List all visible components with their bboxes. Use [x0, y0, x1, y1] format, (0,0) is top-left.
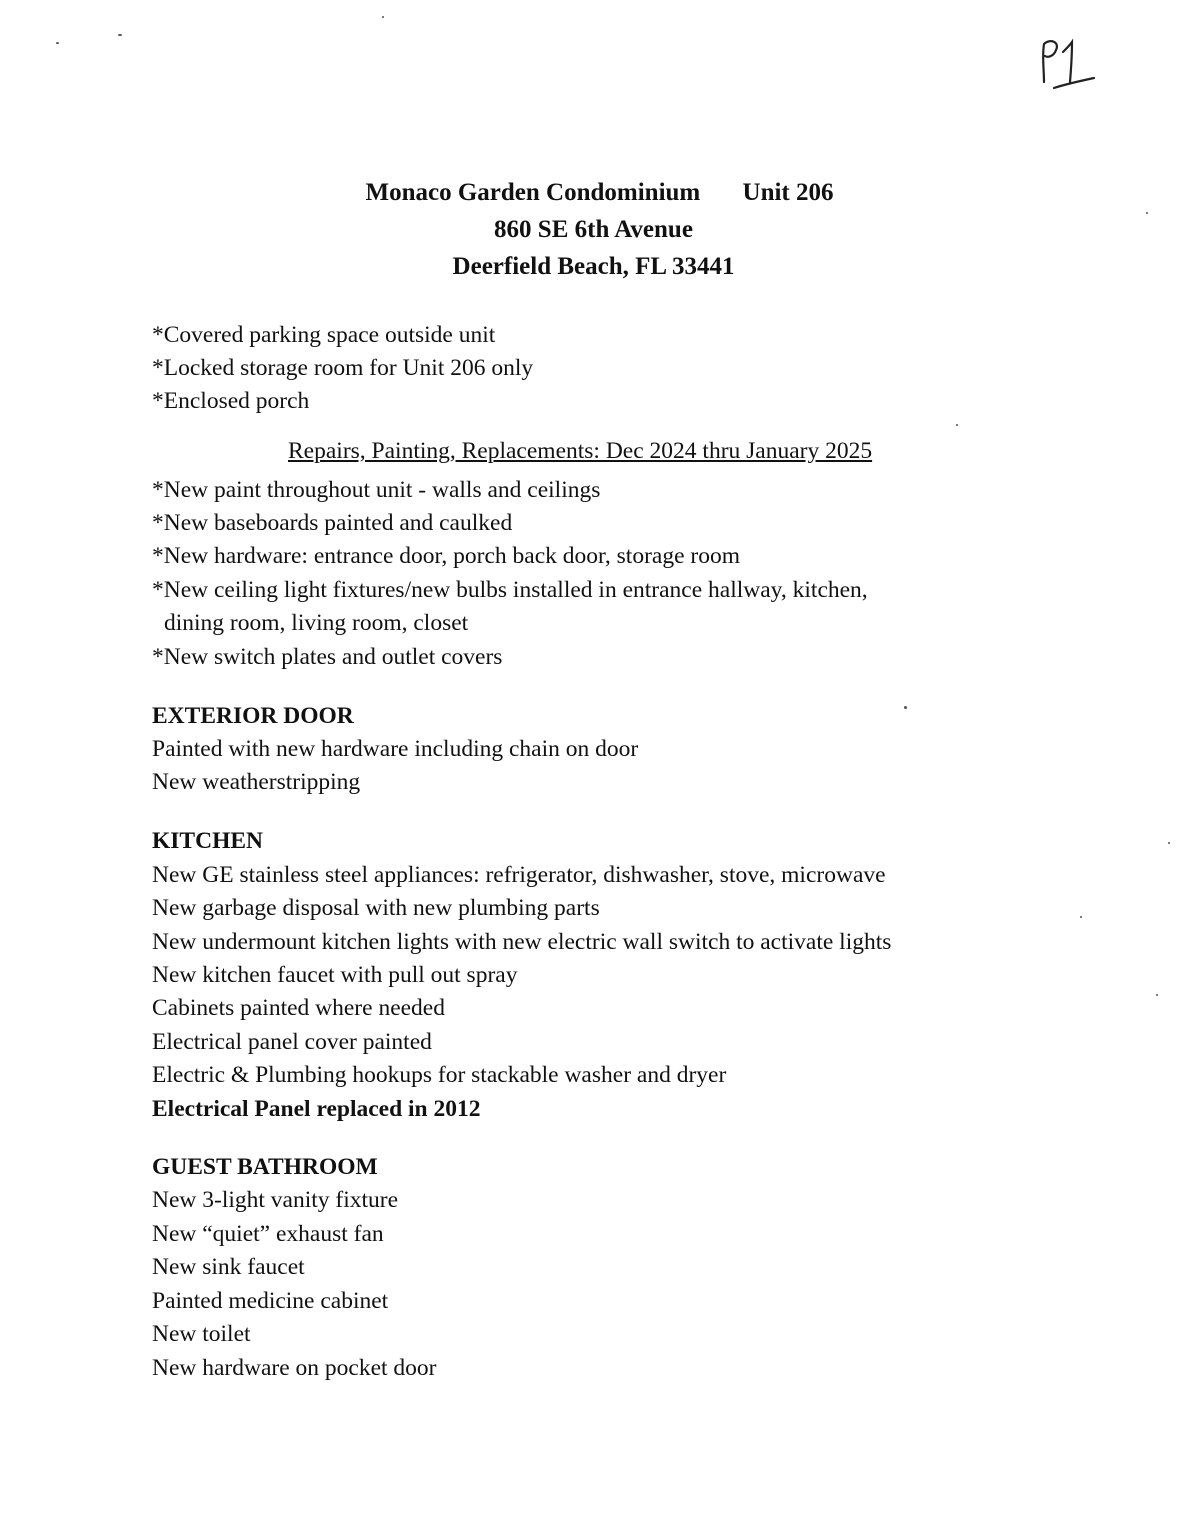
guest-bathroom-item: New hardware on pocket door: [152, 1355, 437, 1381]
handwritten-page-mark: [1036, 36, 1096, 92]
kitchen-item: New undermount kitchen lights with new electric wall switch to activate lights: [152, 929, 892, 955]
scan-speck: [904, 706, 907, 709]
guest-bathroom-item: New toilet: [152, 1321, 251, 1347]
scan-speck: [118, 34, 122, 36]
feature-item: *Enclosed porch: [152, 388, 310, 414]
guest-bathroom-item: New 3-light vanity fixture: [152, 1187, 399, 1213]
repair-item: *New paint throughout unit - walls and ceilings: [152, 477, 601, 503]
scan-speck: [382, 16, 384, 18]
kitchen-item: Cabinets painted where needed: [152, 995, 445, 1021]
condo-name: Monaco Garden Condominium: [365, 179, 701, 206]
kitchen-item: Electric & Plumbing hookups for stackable washer and dryer: [152, 1062, 727, 1088]
header-title-row: [0, 174, 1187, 211]
guest-bathroom-heading: GUEST BATHROOM: [152, 1154, 378, 1180]
feature-item: *Covered parking space outside unit: [152, 322, 496, 348]
repair-item: *New ceiling light fixtures/new bulbs installed in entrance hallway, kitchen,: [152, 577, 868, 603]
guest-bathroom-item: Painted medicine cabinet: [152, 1288, 389, 1314]
scan-speck: [1080, 916, 1082, 918]
scan-speck: [956, 424, 958, 426]
city-address: Deerfield Beach, FL 33441: [452, 253, 735, 280]
guest-bathroom-item: New sink faucet: [152, 1254, 305, 1280]
repair-item-continuation: dining room, living room, closet: [164, 610, 469, 636]
repair-item: *New hardware: entrance door, porch back door, storage room: [152, 543, 740, 569]
exterior-door-item: New weatherstripping: [152, 769, 361, 795]
scan-speck: [56, 42, 59, 44]
kitchen-item: New garbage disposal with new plumbing parts: [152, 895, 600, 921]
kitchen-item: Electrical panel cover painted: [152, 1029, 432, 1055]
kitchen-bold-note: Electrical Panel replaced in 2012: [152, 1096, 481, 1122]
exterior-door-heading: EXTERIOR DOOR: [152, 703, 354, 729]
scan-speck: [1156, 994, 1158, 996]
repair-item: *New baseboards painted and caulked: [152, 510, 513, 536]
street-address: 860 SE 6th Avenue: [494, 216, 693, 243]
repair-item: *New switch plates and outlet covers: [152, 644, 503, 670]
feature-item: *Locked storage room for Unit 206 only: [152, 355, 534, 381]
guest-bathroom-item: New “quiet” exhaust fan: [152, 1221, 384, 1247]
unit-number: Unit 206: [742, 179, 834, 206]
kitchen-item: New GE stainless steel appliances: refrigerator, dishwasher, stove, microwave: [152, 862, 886, 888]
kitchen-heading: KITCHEN: [152, 828, 263, 854]
repairs-heading: Repairs, Painting, Replacements: Dec 2024 thru January 2025: [288, 438, 873, 464]
scan-speck: [1168, 842, 1170, 844]
exterior-door-item: Painted with new hardware including chain on door: [152, 736, 639, 762]
kitchen-item: New kitchen faucet with pull out spray: [152, 962, 518, 988]
